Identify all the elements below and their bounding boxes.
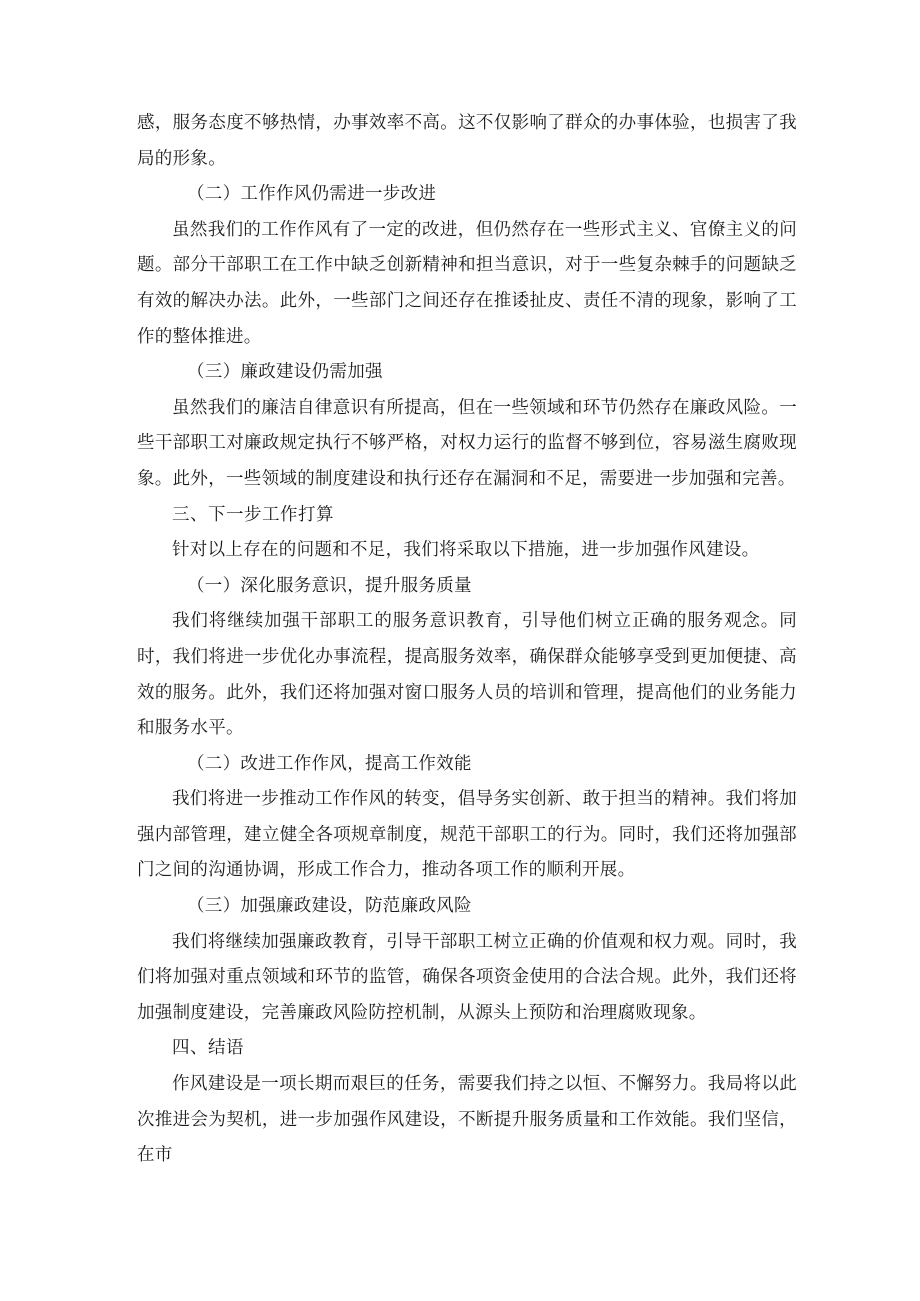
paragraph-conclusion: 作风建设是一项长期而艰巨的任务，需要我们持之以恒、不懈努力。我局将以此次推进会为契机，进一步加强作风建设，不断提升服务质量和工作效能。我们坚信，在市 [137, 1074, 797, 1166]
subheading-risk: （三）加强廉政建设，防范廉政风险 [187, 896, 472, 917]
paragraph-risk: 我们将继续加强廉政教育，引导干部职工树立正确的价值观和权力观。同时，我们将加强对重点领域和环节的监管，确保各项资金使用的合法合规。此外，我们还将加强制度建设，完善廉政风险防控机制，从源头上预防和治理腐败现象。 [137, 931, 797, 1023]
paragraph-integrity: 虽然我们的廉洁自律意识有所提高，但在一些领域和环节仍然存在廉政风险。一些干部职工对廉政规定执行不够严格，对权力运行的监督不够到位，容易滋生腐败现象。此外，一些领域的制度建设和执行还存在漏洞和不足，需要进一步加强和完善。 [137, 397, 797, 489]
subheading-service: （一）深化服务意识，提升服务质量 [187, 575, 472, 596]
paragraph-efficiency: 我们将进一步推动工作作风的转变，倡导务实创新、敢于担当的精神。我们将加强内部管理，建立健全各项规章制度，规范干部职工的行为。同时，我们还将加强部门之间的沟通协调，形成工作合力，推动各项工作的顺利开展。 [137, 789, 797, 881]
subheading-work-style: （二）工作作风仍需进一步改进 [187, 184, 437, 205]
paragraph-work-style: 虽然我们的工作作风有了一定的改进，但仍然存在一些形式主义、官僚主义的问题。部分干部职工在工作中缺乏创新精神和担当意识，对于一些复杂棘手的问题缺乏有效的解决办法。此外，一些部门之间还存在推诿扯皮、责任不清的现象，影响了工作的整体推进。 [137, 219, 797, 347]
subheading-efficiency: （二）改进工作作风，提高工作效能 [187, 753, 472, 774]
section-heading-conclusion: 四、结语 [172, 1038, 244, 1059]
document-body [137, 106, 797, 1174]
paragraph-continuation: 感，服务态度不够热情，办事效率不高。这不仅影响了群众的办事体验，也损害了我局的形象。 [137, 113, 797, 169]
subheading-integrity: （三）廉政建设仍需加强 [187, 362, 383, 383]
section-heading-next-steps: 三、下一步工作打算 [172, 504, 334, 525]
paragraph-service: 我们将继续加强干部职工的服务意识教育，引导他们树立正确的服务观念。同时，我们将进一步优化办事流程，提高服务效率，确保群众能够享受到更加便捷、高效的服务。此外，我们还将加强对窗口服务人员的培训和管理，提高他们的业务能力和服务水平。 [137, 611, 797, 739]
paragraph-next-steps-intro: 针对以上存在的问题和不足，我们将采取以下措施，进一步加强作风建设。 [172, 540, 760, 561]
